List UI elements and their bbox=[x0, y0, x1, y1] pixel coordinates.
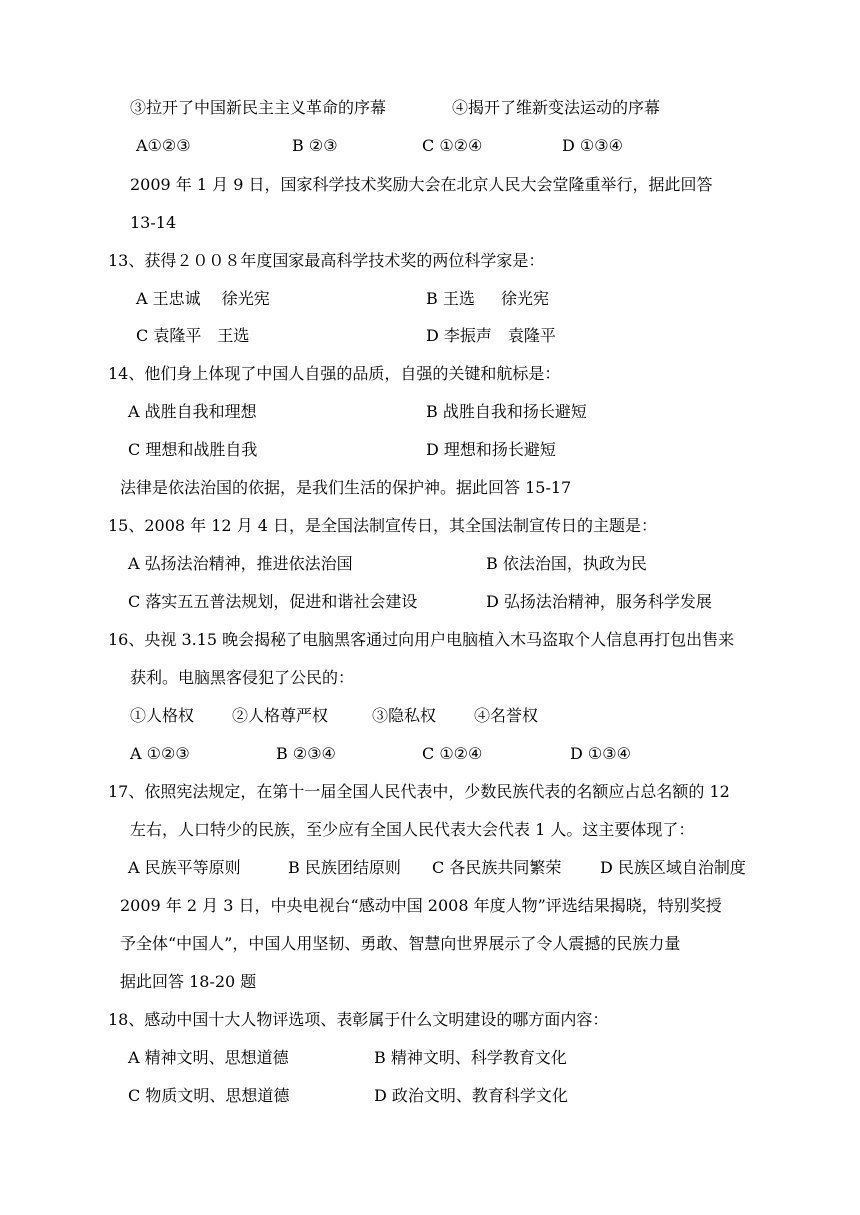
q18-option-b: B 精神文明、科学教育文化 bbox=[374, 1048, 567, 1067]
q15-option-a: A 弘扬法治精神，推进依法治国 bbox=[128, 554, 353, 573]
intro-13-14-line-2: 13-14 bbox=[130, 213, 177, 232]
q15-option-c: C 落实五五普法规划，促进和谐社会建设 bbox=[128, 592, 418, 611]
q16-option-a: A ①②③ bbox=[130, 744, 190, 763]
intro-18-20-line-3: 据此回答 18-20 题 bbox=[120, 972, 257, 991]
q17-option-b: B 民族团结原则 bbox=[288, 858, 401, 877]
q16-stem-line-1: 16、央视 3.15 晚会揭秘了电脑黑客通过向用户电脑植入木马盗取个人信息再打包出售来 bbox=[108, 630, 735, 649]
q16-option-b: B ②③④ bbox=[276, 744, 336, 763]
q15-stem: 15、2008 年 12 月 4 日，是全国法制宣传日，其全国法制宣传日的主题是： bbox=[108, 516, 658, 535]
q17-option-d: D 民族区域自治制度 bbox=[600, 858, 746, 877]
intro-15-17: 法律是依法治国的依据，是我们生活的保护神。据此回答 15-17 bbox=[120, 478, 572, 497]
q17-option-a: A 民族平等原则 bbox=[128, 858, 241, 877]
q15-option-b: B 依法治国，执政为民 bbox=[486, 554, 647, 573]
q12-option-d: D ①③④ bbox=[562, 136, 623, 155]
q14-option-b: B 战胜自我和扬长避短 bbox=[426, 402, 587, 421]
q14-stem: 14、他们身上体现了中国人自强的品质，自强的关键和航标是： bbox=[108, 364, 561, 383]
intro-13-14-line-1: 2009 年 1 月 9 日，国家科学技术奖励大会在北京人民大会堂隆重举行，据此回答 bbox=[130, 175, 713, 194]
q18-stem: 18、感动中国十大人物评选项、表彰属于什么文明建设的哪方面内容： bbox=[108, 1010, 609, 1029]
q14-option-a: A 战胜自我和理想 bbox=[128, 402, 257, 421]
q16-item-1: ①人格权 bbox=[130, 706, 195, 725]
q18-option-a: A 精神文明、思想道德 bbox=[128, 1048, 289, 1067]
q14-option-d: D 理想和扬长避短 bbox=[426, 440, 556, 459]
q16-option-c: C ①②④ bbox=[422, 744, 483, 763]
q16-item-2: ②人格尊严权 bbox=[232, 706, 329, 725]
q13-option-d: D 李振声 袁隆平 bbox=[426, 326, 556, 345]
q12-statement-4: ④揭开了维新变法运动的序幕 bbox=[452, 98, 661, 117]
q13-option-a: A 王忠诚 徐光宪 bbox=[136, 289, 270, 308]
q14-option-c: C 理想和战胜自我 bbox=[128, 440, 258, 459]
q13-option-c: C 袁隆平 王选 bbox=[136, 326, 250, 345]
q13-option-b: B 王选 徐光宪 bbox=[426, 289, 550, 308]
q16-option-d: D ①③④ bbox=[570, 744, 631, 763]
intro-18-20-line-2: 予全体“中国人”，中国人用坚韧、勇敢、智慧向世界展示了令人震撼的民族力量 bbox=[120, 934, 681, 953]
q13-stem: 13、获得２００８年度国家最高科学技术奖的两位科学家是： bbox=[108, 251, 545, 270]
q12-option-c: C ①②④ bbox=[422, 136, 483, 155]
q18-option-c: C 物质文明、思想道德 bbox=[128, 1086, 290, 1105]
q12-option-b: B ②③ bbox=[292, 136, 338, 155]
q12-option-a: A①②③ bbox=[136, 136, 191, 155]
q16-stem-line-2: 获利。电脑黑客侵犯了公民的： bbox=[130, 668, 355, 687]
q16-item-3: ③隐私权 bbox=[372, 706, 437, 725]
q15-option-d: D 弘扬法治精神，服务科学发展 bbox=[486, 592, 712, 611]
q16-item-4: ④名誉权 bbox=[474, 706, 539, 725]
intro-18-20-line-1: 2009 年 2 月 3 日，中央电视台“感动中国 2008 年度人物”评选结果揭晓，特别奖授 bbox=[120, 896, 722, 915]
q18-option-d: D 政治文明、教育科学文化 bbox=[374, 1086, 568, 1105]
q12-statement-3: ③拉开了中国新民主主义革命的序幕 bbox=[130, 98, 387, 117]
q17-stem-line-1: 17、依照宪法规定，在第十一届全国人民代表中，少数民族代表的名额应占总名额的 12 bbox=[108, 782, 730, 801]
q17-option-c: C 各民族共同繁荣 bbox=[432, 858, 562, 877]
q17-stem-line-2: 左右，人口特少的民族，至少应有全国人民代表大会代表 1 人。这主要体现了： bbox=[130, 820, 695, 839]
